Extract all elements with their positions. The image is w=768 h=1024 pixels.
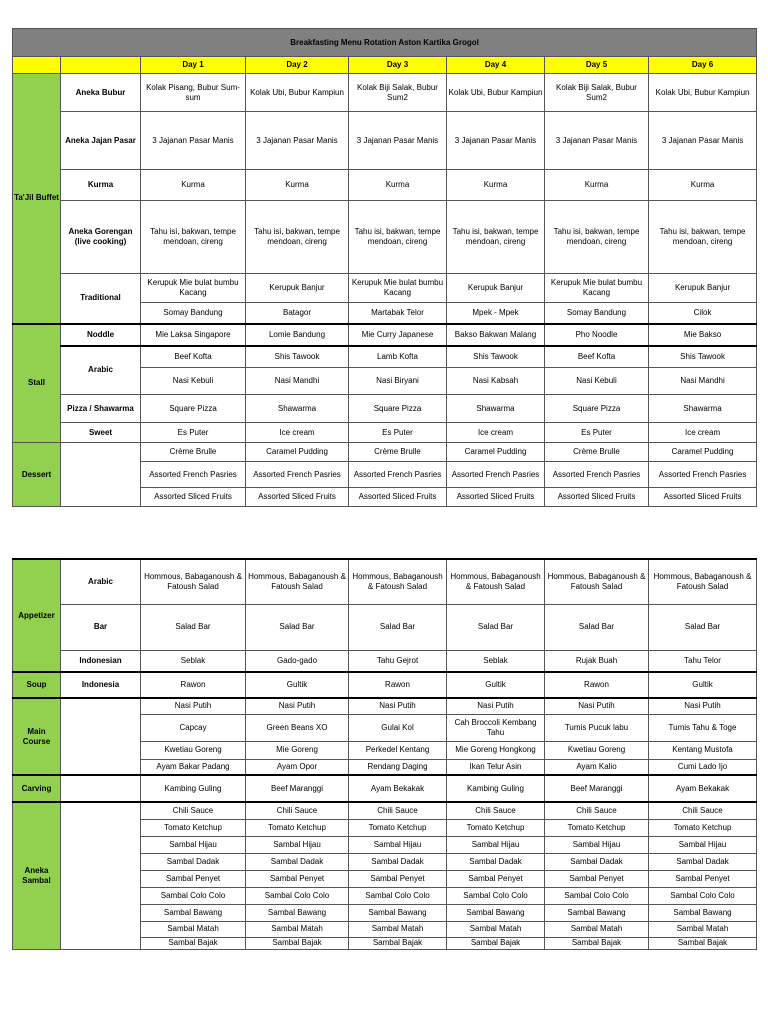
- menu-cell: Ayam Kalio: [545, 759, 649, 775]
- menu-cell: Crème Brulle: [349, 443, 447, 462]
- menu-cell: Chili Sauce: [246, 802, 349, 819]
- menu-cell: Sambal Dadak: [349, 853, 447, 870]
- menu-cell: Sambal Matah: [545, 921, 649, 937]
- menu-cell: Beef Maranggi: [545, 775, 649, 802]
- row-label: Bar: [61, 604, 141, 650]
- menu-cell: Shawarma: [447, 395, 545, 423]
- menu-cell: Mpek - Mpek: [447, 303, 545, 324]
- menu-cell: Kurma: [649, 170, 757, 201]
- menu-cell: Sambal Matah: [447, 921, 545, 937]
- menu-cell: Sambal Colo Colo: [447, 887, 545, 904]
- row-label: Pizza / Shawarma: [61, 395, 141, 423]
- menu-cell: Seblak: [141, 650, 246, 672]
- menu-cell: Tomato Ketchup: [545, 819, 649, 836]
- menu-cell: Sambal Hijau: [447, 836, 545, 853]
- menu-cell: Nasi Kebuli: [545, 368, 649, 395]
- menu-cell: Kolak Pisang, Bubur Sum-sum: [141, 74, 246, 112]
- menu-cell: Tomato Ketchup: [349, 819, 447, 836]
- menu-cell: Sambal Hijau: [649, 836, 757, 853]
- menu-cell: Sambal Penyet: [349, 870, 447, 887]
- menu-cell: Hommous, Babaganoush & Fatoush Salad: [447, 559, 545, 604]
- menu-cell: Sambal Bawang: [349, 904, 447, 921]
- table-row: [13, 112, 757, 170]
- menu-cell: Assorted French Pasries: [141, 462, 246, 488]
- menu-cell: Nasi Putih: [349, 698, 447, 714]
- menu-cell: Kurma: [447, 170, 545, 201]
- menu-cell: Ayam Bakar Padang: [141, 759, 246, 775]
- menu-cell: Sambal Colo Colo: [246, 887, 349, 904]
- row-label: Arabic: [61, 346, 141, 395]
- menu-cell: Assorted Sliced Fruits: [447, 488, 545, 507]
- page-title: Breakfasting Menu Rotation Aston Kartika Grogol: [13, 29, 757, 57]
- menu-cell: Rawon: [349, 672, 447, 698]
- menu-cell: Beef Kofta: [545, 346, 649, 368]
- menu-cell: Cumi Lado Ijo: [649, 759, 757, 775]
- menu-cell: Square Pizza: [349, 395, 447, 423]
- menu-cell: Sambal Hijau: [349, 836, 447, 853]
- menu-cell: Sambal Colo Colo: [141, 887, 246, 904]
- menu-cell: Assorted Sliced Fruits: [246, 488, 349, 507]
- menu-cell: Sambal Dadak: [246, 853, 349, 870]
- menu-cell: Kwetiau Goreng: [141, 741, 246, 759]
- menu-cell: Sambal Colo Colo: [545, 887, 649, 904]
- menu-cell: Tumis Pucuk labu: [545, 714, 649, 741]
- menu-cell: Nasi Putih: [447, 698, 545, 714]
- menu-cell: Kentang Mustofa: [649, 741, 757, 759]
- group-label: Soup: [13, 672, 61, 698]
- row-label: Indonesian: [61, 650, 141, 672]
- table-row: [13, 346, 757, 368]
- menu-table-ramadan: [12, 28, 757, 507]
- menu-cell: Assorted Sliced Fruits: [141, 488, 246, 507]
- row-label: Aneka Bubur: [61, 74, 141, 112]
- menu-cell: 3 Jajanan Pasar Manis: [447, 112, 545, 170]
- menu-cell: Sambal Penyet: [141, 870, 246, 887]
- menu-cell: Assorted Sliced Fruits: [649, 488, 757, 507]
- menu-cell: Sambal Bawang: [545, 904, 649, 921]
- menu-cell: Square Pizza: [141, 395, 246, 423]
- row-label: Traditional: [61, 274, 141, 324]
- menu-cell: Es Puter: [349, 423, 447, 443]
- menu-cell: Kurma: [545, 170, 649, 201]
- menu-cell: Sambal Penyet: [246, 870, 349, 887]
- menu-cell: Kambing Guling: [447, 775, 545, 802]
- menu-cell: 3 Jajanan Pasar Manis: [141, 112, 246, 170]
- menu-cell: Sambal Matah: [649, 921, 757, 937]
- menu-cell: Chili Sauce: [649, 802, 757, 819]
- menu-cell: Shawarma: [246, 395, 349, 423]
- day-header: Day 5: [545, 57, 649, 74]
- menu-cell: Ikan Telur Asin: [447, 759, 545, 775]
- menu-cell: Sambal Dadak: [649, 853, 757, 870]
- menu-cell: Kerupuk Mie bulat bumbu Kacang: [545, 274, 649, 303]
- menu-cell: 3 Jajanan Pasar Manis: [349, 112, 447, 170]
- menu-cell: Batagor: [246, 303, 349, 324]
- row-label: Aneka Gorengan (live cooking): [61, 201, 141, 274]
- menu-cell: Perkedel Kentang: [349, 741, 447, 759]
- menu-cell: Mie Curry Japanese: [349, 324, 447, 346]
- menu-cell: Tomato Ketchup: [246, 819, 349, 836]
- menu-cell: Kurma: [349, 170, 447, 201]
- menu-cell: Kurma: [246, 170, 349, 201]
- group-label: Dessert: [13, 443, 61, 507]
- table-row: [13, 650, 757, 672]
- menu-cell: Crème Brulle: [141, 443, 246, 462]
- row-label: Kurma: [61, 170, 141, 201]
- menu-cell: Sambal Bajak: [649, 937, 757, 949]
- menu-cell: Kerupuk Banjur: [447, 274, 545, 303]
- menu-cell: Nasi Mandhi: [246, 368, 349, 395]
- menu-cell: Ayam Opor: [246, 759, 349, 775]
- menu-cell: Kolak Ubi, Bubur Kampiun: [447, 74, 545, 112]
- menu-cell: Hommous, Babaganoush & Fatoush Salad: [349, 559, 447, 604]
- menu-cell: Tahu isi, bakwan, tempe mendoan, cireng: [447, 201, 545, 274]
- menu-cell: Sambal Colo Colo: [649, 887, 757, 904]
- menu-cell: Assorted French Pasries: [649, 462, 757, 488]
- menu-cell: Shis Tawook: [649, 346, 757, 368]
- menu-cell: Tahu Telor: [649, 650, 757, 672]
- menu-cell: Kurma: [141, 170, 246, 201]
- menu-cell: Cilok: [649, 303, 757, 324]
- menu-cell: Tahu Gejrot: [349, 650, 447, 672]
- group-label: Stall: [13, 324, 61, 443]
- menu-cell: Shawarma: [649, 395, 757, 423]
- menu-cell: Pho Noodle: [545, 324, 649, 346]
- menu-cell: Kambing Guling: [141, 775, 246, 802]
- menu-cell: Nasi Putih: [649, 698, 757, 714]
- menu-cell: Green Beans XO: [246, 714, 349, 741]
- menu-cell: Nasi Biryani: [349, 368, 447, 395]
- menu-cell: Chili Sauce: [447, 802, 545, 819]
- table-row: [13, 775, 757, 802]
- menu-cell: Hommous, Babaganoush & Fatoush Salad: [545, 559, 649, 604]
- menu-cell: Sambal Bawang: [246, 904, 349, 921]
- table-row: [13, 74, 757, 112]
- menu-cell: Tahu isi, bakwan, tempe mendoan, cireng: [649, 201, 757, 274]
- row-label: Arabic: [61, 559, 141, 604]
- menu-cell: Sambal Bajak: [447, 937, 545, 949]
- table-row: [13, 698, 757, 714]
- table-row: [13, 395, 757, 423]
- menu-cell: Sambal Penyet: [447, 870, 545, 887]
- menu-cell: Es Puter: [141, 423, 246, 443]
- menu-cell: Nasi Kabsah: [447, 368, 545, 395]
- menu-cell: Gultik: [447, 672, 545, 698]
- day-header: Day 4: [447, 57, 545, 74]
- menu-cell: Martabak Telor: [349, 303, 447, 324]
- menu-cell: Ice cream: [447, 423, 545, 443]
- table-row: [13, 423, 757, 443]
- group-label: Aneka Sambal: [13, 802, 61, 949]
- menu-cell: Sambal Penyet: [649, 870, 757, 887]
- menu-cell: Sambal Dadak: [545, 853, 649, 870]
- menu-cell: Assorted Sliced Fruits: [349, 488, 447, 507]
- menu-cell: 3 Jajanan Pasar Manis: [545, 112, 649, 170]
- menu-cell: Nasi Putih: [246, 698, 349, 714]
- menu-cell: Nasi Kebuli: [141, 368, 246, 395]
- menu-table-main: [12, 558, 757, 950]
- menu-cell: Assorted French Pasries: [246, 462, 349, 488]
- table-row: [13, 604, 757, 650]
- menu-cell: Shis Tawook: [246, 346, 349, 368]
- day-header: Day 1: [141, 57, 246, 74]
- menu-cell: Tahu isi, bakwan, tempe mendoan, cireng: [141, 201, 246, 274]
- menu-cell: Nasi Putih: [141, 698, 246, 714]
- row-label: Indonesia: [61, 672, 141, 698]
- row-label: Sweet: [61, 423, 141, 443]
- menu-cell: Assorted Sliced Fruits: [545, 488, 649, 507]
- menu-cell: Lomie Bandung: [246, 324, 349, 346]
- menu-cell: Kerupuk Banjur: [246, 274, 349, 303]
- menu-cell: Sambal Matah: [246, 921, 349, 937]
- menu-cell: Kwetiau Goreng: [545, 741, 649, 759]
- menu-cell: Square Pizza: [545, 395, 649, 423]
- row-label: Aneka Jajan Pasar: [61, 112, 141, 170]
- menu-cell: Sambal Colo Colo: [349, 887, 447, 904]
- menu-cell: Sambal Hijau: [545, 836, 649, 853]
- menu-cell: Ice cream: [246, 423, 349, 443]
- menu-cell: Hommous, Babaganoush & Fatoush Salad: [246, 559, 349, 604]
- menu-cell: Sambal Bajak: [349, 937, 447, 949]
- menu-cell: Sambal Hijau: [141, 836, 246, 853]
- menu-cell: Tahu isi, bakwan, tempe mendoan, cireng: [545, 201, 649, 274]
- row-label: Noddle: [61, 324, 141, 346]
- menu-cell: Tomato Ketchup: [447, 819, 545, 836]
- menu-cell: Capcay: [141, 714, 246, 741]
- menu-cell: Kolak Biji Salak, Bubur Sum2: [349, 74, 447, 112]
- menu-cell: Shis Tawook: [447, 346, 545, 368]
- menu-cell: Assorted French Pasries: [349, 462, 447, 488]
- group-label: Main Course: [13, 698, 61, 775]
- menu-cell: Caramel Pudding: [649, 443, 757, 462]
- menu-cell: Sambal Bajak: [141, 937, 246, 949]
- menu-cell: Beef Kofta: [141, 346, 246, 368]
- menu-cell: Salad Bar: [649, 604, 757, 650]
- menu-cell: Tahu isi, bakwan, tempe mendoan, cireng: [349, 201, 447, 274]
- menu-cell: Sambal Penyet: [545, 870, 649, 887]
- menu-cell: Ayam Bekakak: [649, 775, 757, 802]
- menu-cell: Chili Sauce: [141, 802, 246, 819]
- menu-cell: Rawon: [141, 672, 246, 698]
- menu-cell: Ice cream: [649, 423, 757, 443]
- menu-cell: Somay Bandung: [141, 303, 246, 324]
- menu-cell: Nasi Mandhi: [649, 368, 757, 395]
- menu-cell: Kolak Ubi, Bubur Kampiun: [246, 74, 349, 112]
- menu-cell: 3 Jajanan Pasar Manis: [246, 112, 349, 170]
- menu-cell: Chili Sauce: [545, 802, 649, 819]
- day-header: Day 2: [246, 57, 349, 74]
- menu-cell: Nasi Putih: [545, 698, 649, 714]
- menu-cell: Rujak Buah: [545, 650, 649, 672]
- menu-cell: Mie Laksa Singapore: [141, 324, 246, 346]
- table-row: [13, 324, 757, 346]
- menu-cell: Crème Brulle: [545, 443, 649, 462]
- table-row: [13, 170, 757, 201]
- menu-cell: Mie Goreng: [246, 741, 349, 759]
- menu-cell: Hommous, Babaganoush & Fatoush Salad: [141, 559, 246, 604]
- menu-cell: Assorted French Pasries: [545, 462, 649, 488]
- menu-cell: Somay Bandung: [545, 303, 649, 324]
- menu-cell: Tumis Tahu & Toge: [649, 714, 757, 741]
- menu-cell: Tahu isi, bakwan, tempe mendoan, cireng: [246, 201, 349, 274]
- menu-cell: Kolak Ubi, Bubur Kampiun: [649, 74, 757, 112]
- menu-cell: Sambal Matah: [141, 921, 246, 937]
- menu-cell: Beef Maranggi: [246, 775, 349, 802]
- menu-cell: Sambal Hijau: [246, 836, 349, 853]
- day-header: Day 3: [349, 57, 447, 74]
- menu-cell: Tomato Ketchup: [141, 819, 246, 836]
- menu-cell: Cah Broccoli Kembang Tahu: [447, 714, 545, 741]
- menu-cell: Salad Bar: [447, 604, 545, 650]
- menu-cell: Seblak: [447, 650, 545, 672]
- table-row: [13, 802, 757, 819]
- menu-cell: Es Puter: [545, 423, 649, 443]
- menu-cell: Rendang Daging: [349, 759, 447, 775]
- menu-cell: Salad Bar: [246, 604, 349, 650]
- menu-cell: Caramel Pudding: [447, 443, 545, 462]
- menu-cell: Gultik: [246, 672, 349, 698]
- group-label: Appetizer: [13, 559, 61, 672]
- menu-cell: Kerupuk Banjur: [649, 274, 757, 303]
- menu-cell: Hommous, Babaganoush & Fatoush Salad: [649, 559, 757, 604]
- table-row: [13, 559, 757, 604]
- menu-cell: Kolak Biji Salak, Bubur Sum2: [545, 74, 649, 112]
- menu-cell: Ayam Bekakak: [349, 775, 447, 802]
- menu-cell: Tomato Ketchup: [649, 819, 757, 836]
- menu-cell: Salad Bar: [545, 604, 649, 650]
- menu-cell: Salad Bar: [141, 604, 246, 650]
- menu-cell: Salad Bar: [349, 604, 447, 650]
- day-header-row: [13, 57, 757, 74]
- menu-cell: Chili Sauce: [349, 802, 447, 819]
- menu-cell: Gulai Kol: [349, 714, 447, 741]
- menu-cell: Caramel Pudding: [246, 443, 349, 462]
- table-row: [13, 274, 757, 303]
- menu-cell: Gultik: [649, 672, 757, 698]
- menu-cell: Mie Goreng Hongkong: [447, 741, 545, 759]
- menu-cell: Sambal Bawang: [141, 904, 246, 921]
- menu-cell: Sambal Matah: [349, 921, 447, 937]
- menu-cell: Bakso Bakwan Malang: [447, 324, 545, 346]
- menu-cell: Kerupuk Mie bulat bumbu Kacang: [141, 274, 246, 303]
- menu-cell: Kerupuk Mie bulat bumbu Kacang: [349, 274, 447, 303]
- day-header: Day 6: [649, 57, 757, 74]
- menu-cell: Rawon: [545, 672, 649, 698]
- menu-cell: Mie Bakso: [649, 324, 757, 346]
- menu-cell: Sambal Dadak: [447, 853, 545, 870]
- menu-cell: Sambal Bawang: [649, 904, 757, 921]
- group-label: Ta'Jil Buffet: [13, 74, 61, 324]
- menu-cell: Sambal Bajak: [246, 937, 349, 949]
- menu-cell: Sambal Bawang: [447, 904, 545, 921]
- table-row: [13, 443, 757, 462]
- menu-cell: 3 Jajanan Pasar Manis: [649, 112, 757, 170]
- group-label: Carving: [13, 775, 61, 802]
- menu-cell: Sambal Dadak: [141, 853, 246, 870]
- table-row: [13, 201, 757, 274]
- menu-cell: Assorted French Pasries: [447, 462, 545, 488]
- menu-cell: Sambal Bajak: [545, 937, 649, 949]
- table-row: [13, 672, 757, 698]
- menu-cell: Lamb Kofta: [349, 346, 447, 368]
- menu-cell: Gado-gado: [246, 650, 349, 672]
